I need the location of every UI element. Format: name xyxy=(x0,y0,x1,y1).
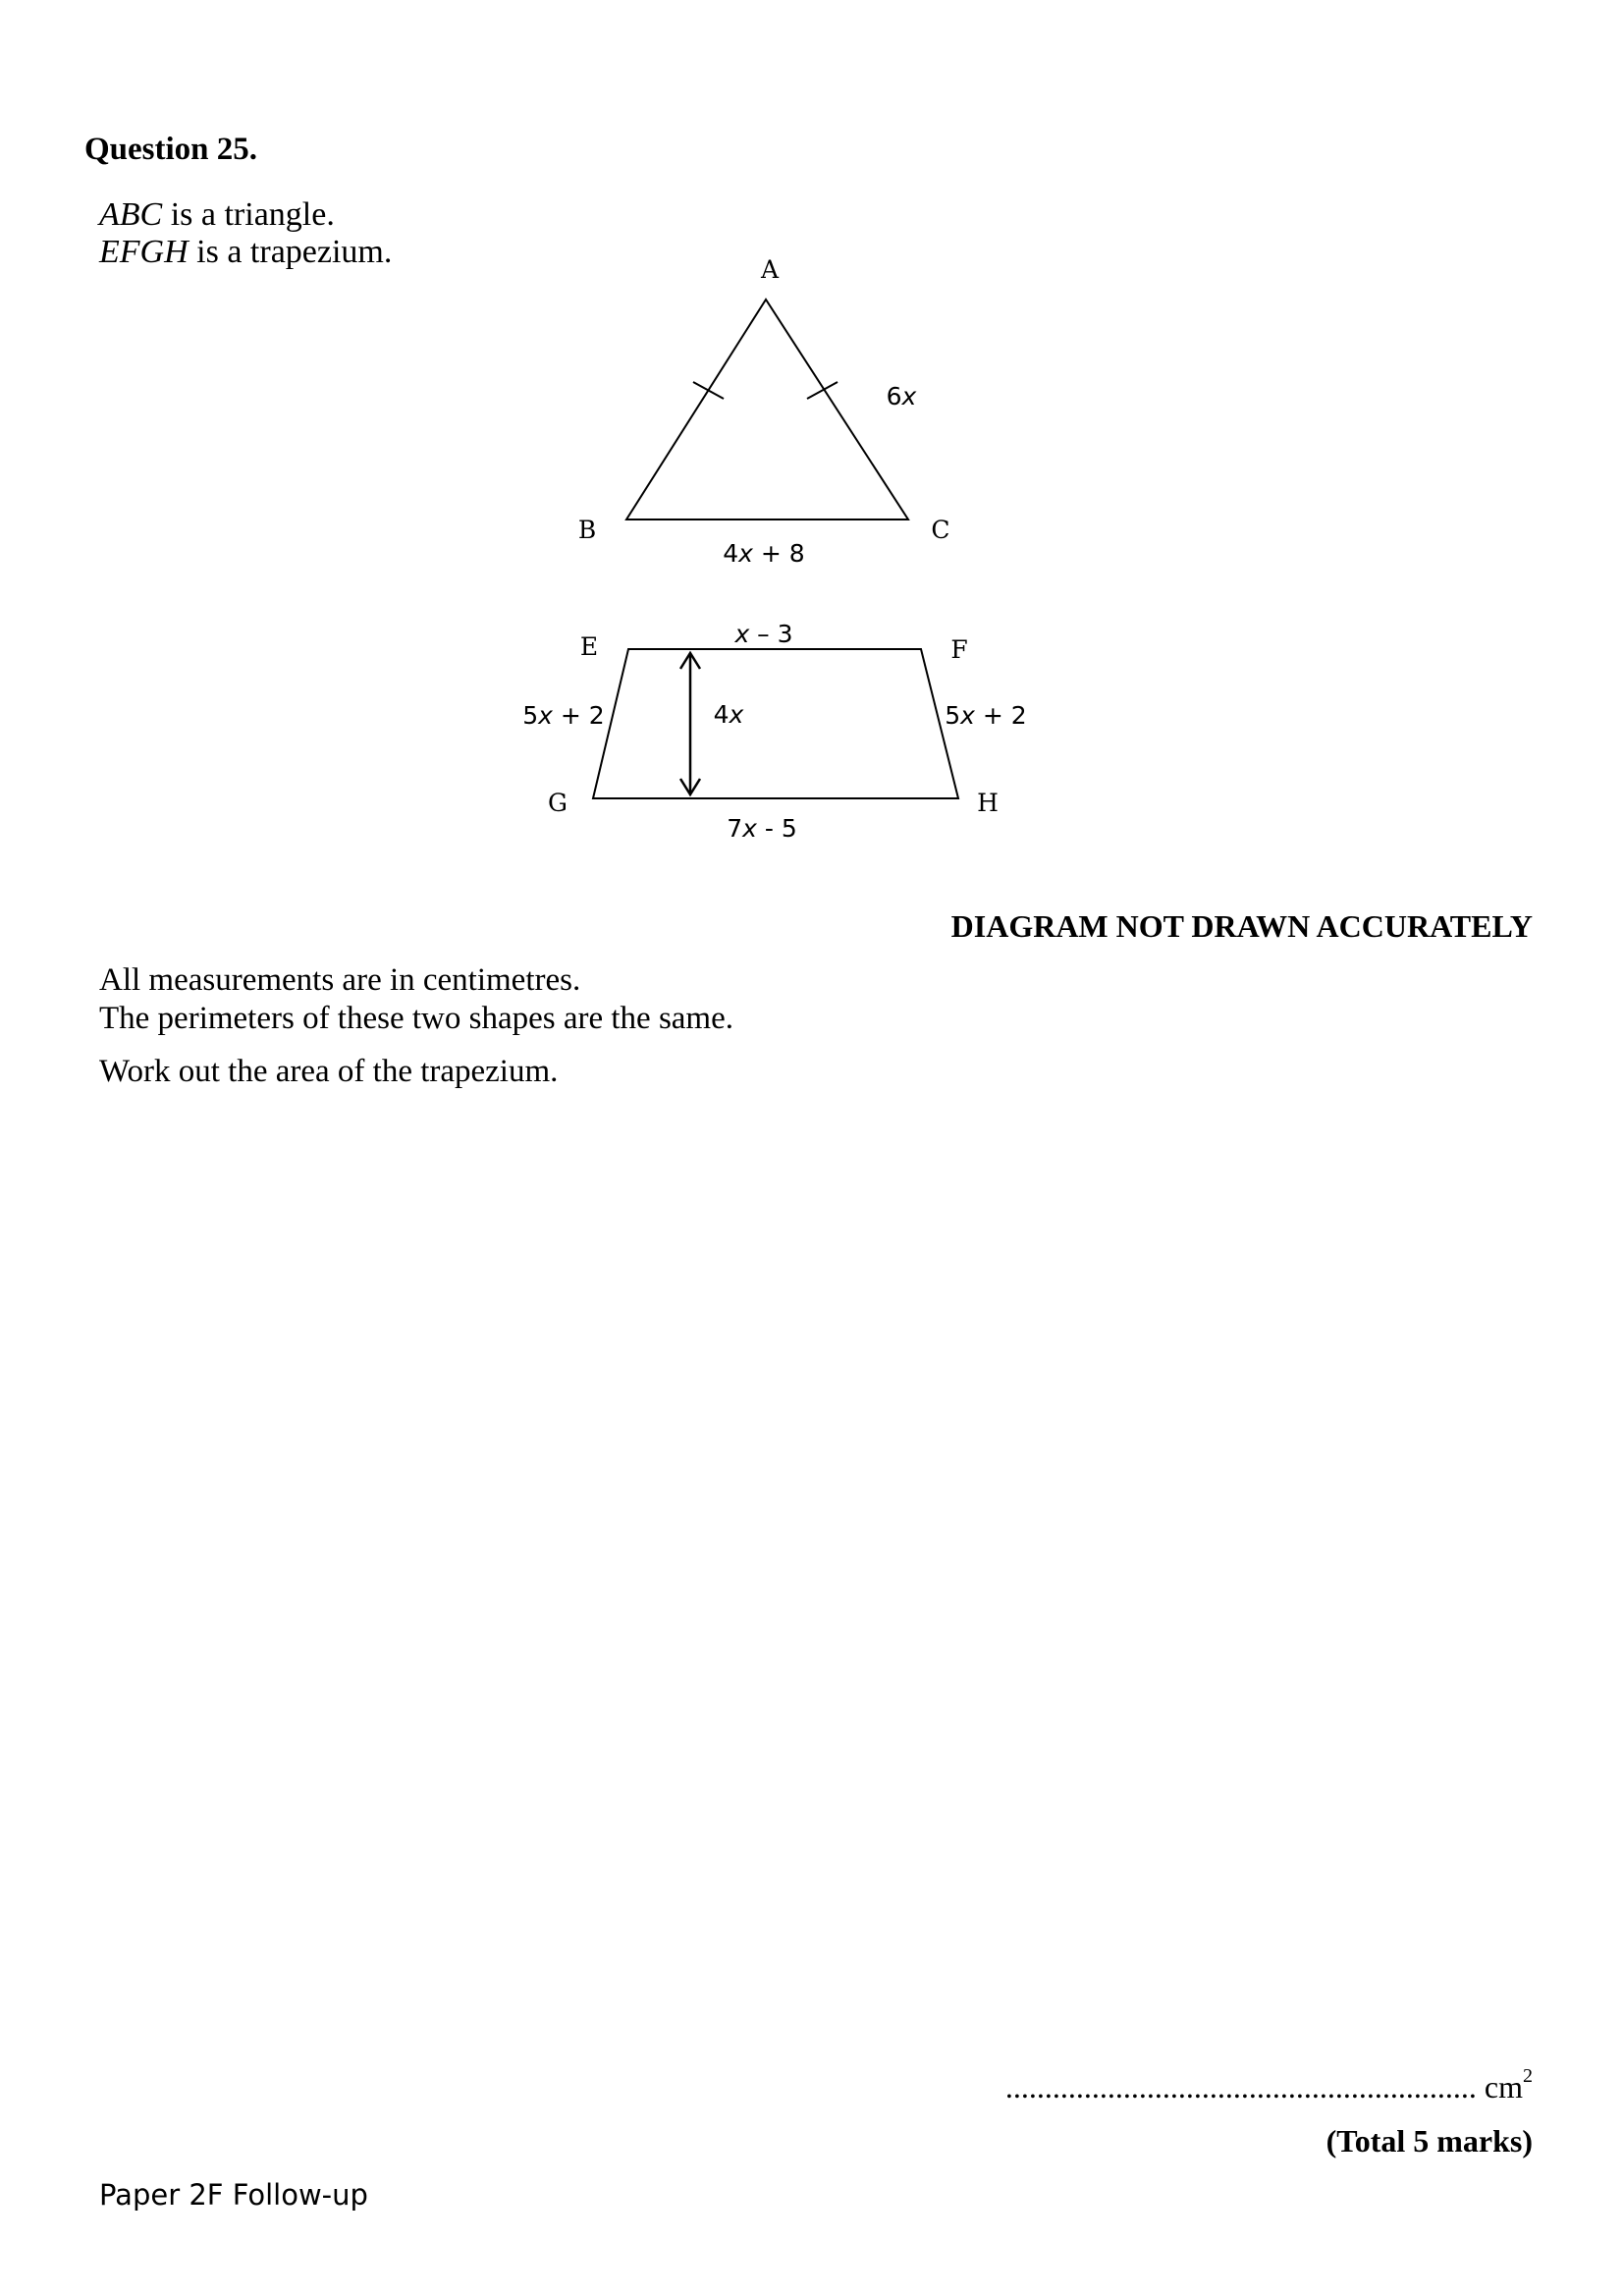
triangle-name: ABC xyxy=(99,196,163,233)
vertex-label-g: G xyxy=(548,789,568,817)
info-line-1: All measurements are in centimetres. xyxy=(99,962,581,998)
coef: 6 xyxy=(886,382,902,410)
tail: - 5 xyxy=(756,814,797,843)
coef: 7 xyxy=(727,814,743,843)
var: x xyxy=(734,620,750,648)
answer-line xyxy=(0,2065,1533,2105)
vertex-label-h: H xyxy=(977,789,999,817)
total-marks: (Total 5 marks) xyxy=(1325,2123,1533,2159)
tail: + 2 xyxy=(552,701,605,730)
side-label-bc xyxy=(723,539,804,568)
coef: 4 xyxy=(713,700,730,729)
coef: 5 xyxy=(945,701,961,730)
coef: 4 xyxy=(723,539,739,568)
answer-unit-power: 2 xyxy=(1523,2065,1533,2087)
equal-side-tick-ac xyxy=(807,382,838,399)
diagram-note: DIAGRAM NOT DRAWN ACCURATELY xyxy=(950,908,1533,944)
question-title: Question 25. xyxy=(84,132,258,167)
page-footer: Paper 2F Follow-up xyxy=(99,2178,368,2212)
coef: 5 xyxy=(522,701,539,730)
vertex-label-b: B xyxy=(577,516,597,544)
var: x xyxy=(729,700,744,729)
tail: + 2 xyxy=(974,701,1027,730)
task-text: Work out the area of the trapezium. xyxy=(99,1054,559,1089)
var: x xyxy=(901,382,917,410)
trapezium-efgh xyxy=(593,649,961,798)
answer-unit: cm xyxy=(1484,2069,1523,2105)
var: x xyxy=(960,701,975,730)
vertex-label-a: A xyxy=(760,255,780,284)
var: x xyxy=(538,701,553,730)
side-label-eg xyxy=(522,701,604,730)
height-label xyxy=(714,700,744,729)
side-label-ef xyxy=(733,620,792,648)
tail: + 8 xyxy=(752,539,805,568)
side-label-fh xyxy=(945,701,1026,730)
triangle-abc xyxy=(626,300,908,519)
statement-text: is a triangle. xyxy=(162,196,335,233)
vertex-label-c: C xyxy=(931,516,950,544)
vertex-label-f: F xyxy=(950,635,968,664)
info-line-2: The perimeters of these two shapes are the same. xyxy=(99,1001,733,1036)
var: x xyxy=(738,539,753,568)
geometry-diagram xyxy=(0,0,1623,884)
vertex-label-e: E xyxy=(579,632,599,661)
side-label-gh xyxy=(727,814,797,843)
statement-text: is a trapezium. xyxy=(188,234,393,270)
answer-dots: ............................................................ xyxy=(1004,2069,1477,2105)
equal-side-tick-ab xyxy=(693,382,724,399)
trapezium-name: EFGH xyxy=(99,234,189,270)
var: x xyxy=(742,814,757,843)
tail: – 3 xyxy=(749,620,793,648)
side-label-ac xyxy=(887,382,917,410)
